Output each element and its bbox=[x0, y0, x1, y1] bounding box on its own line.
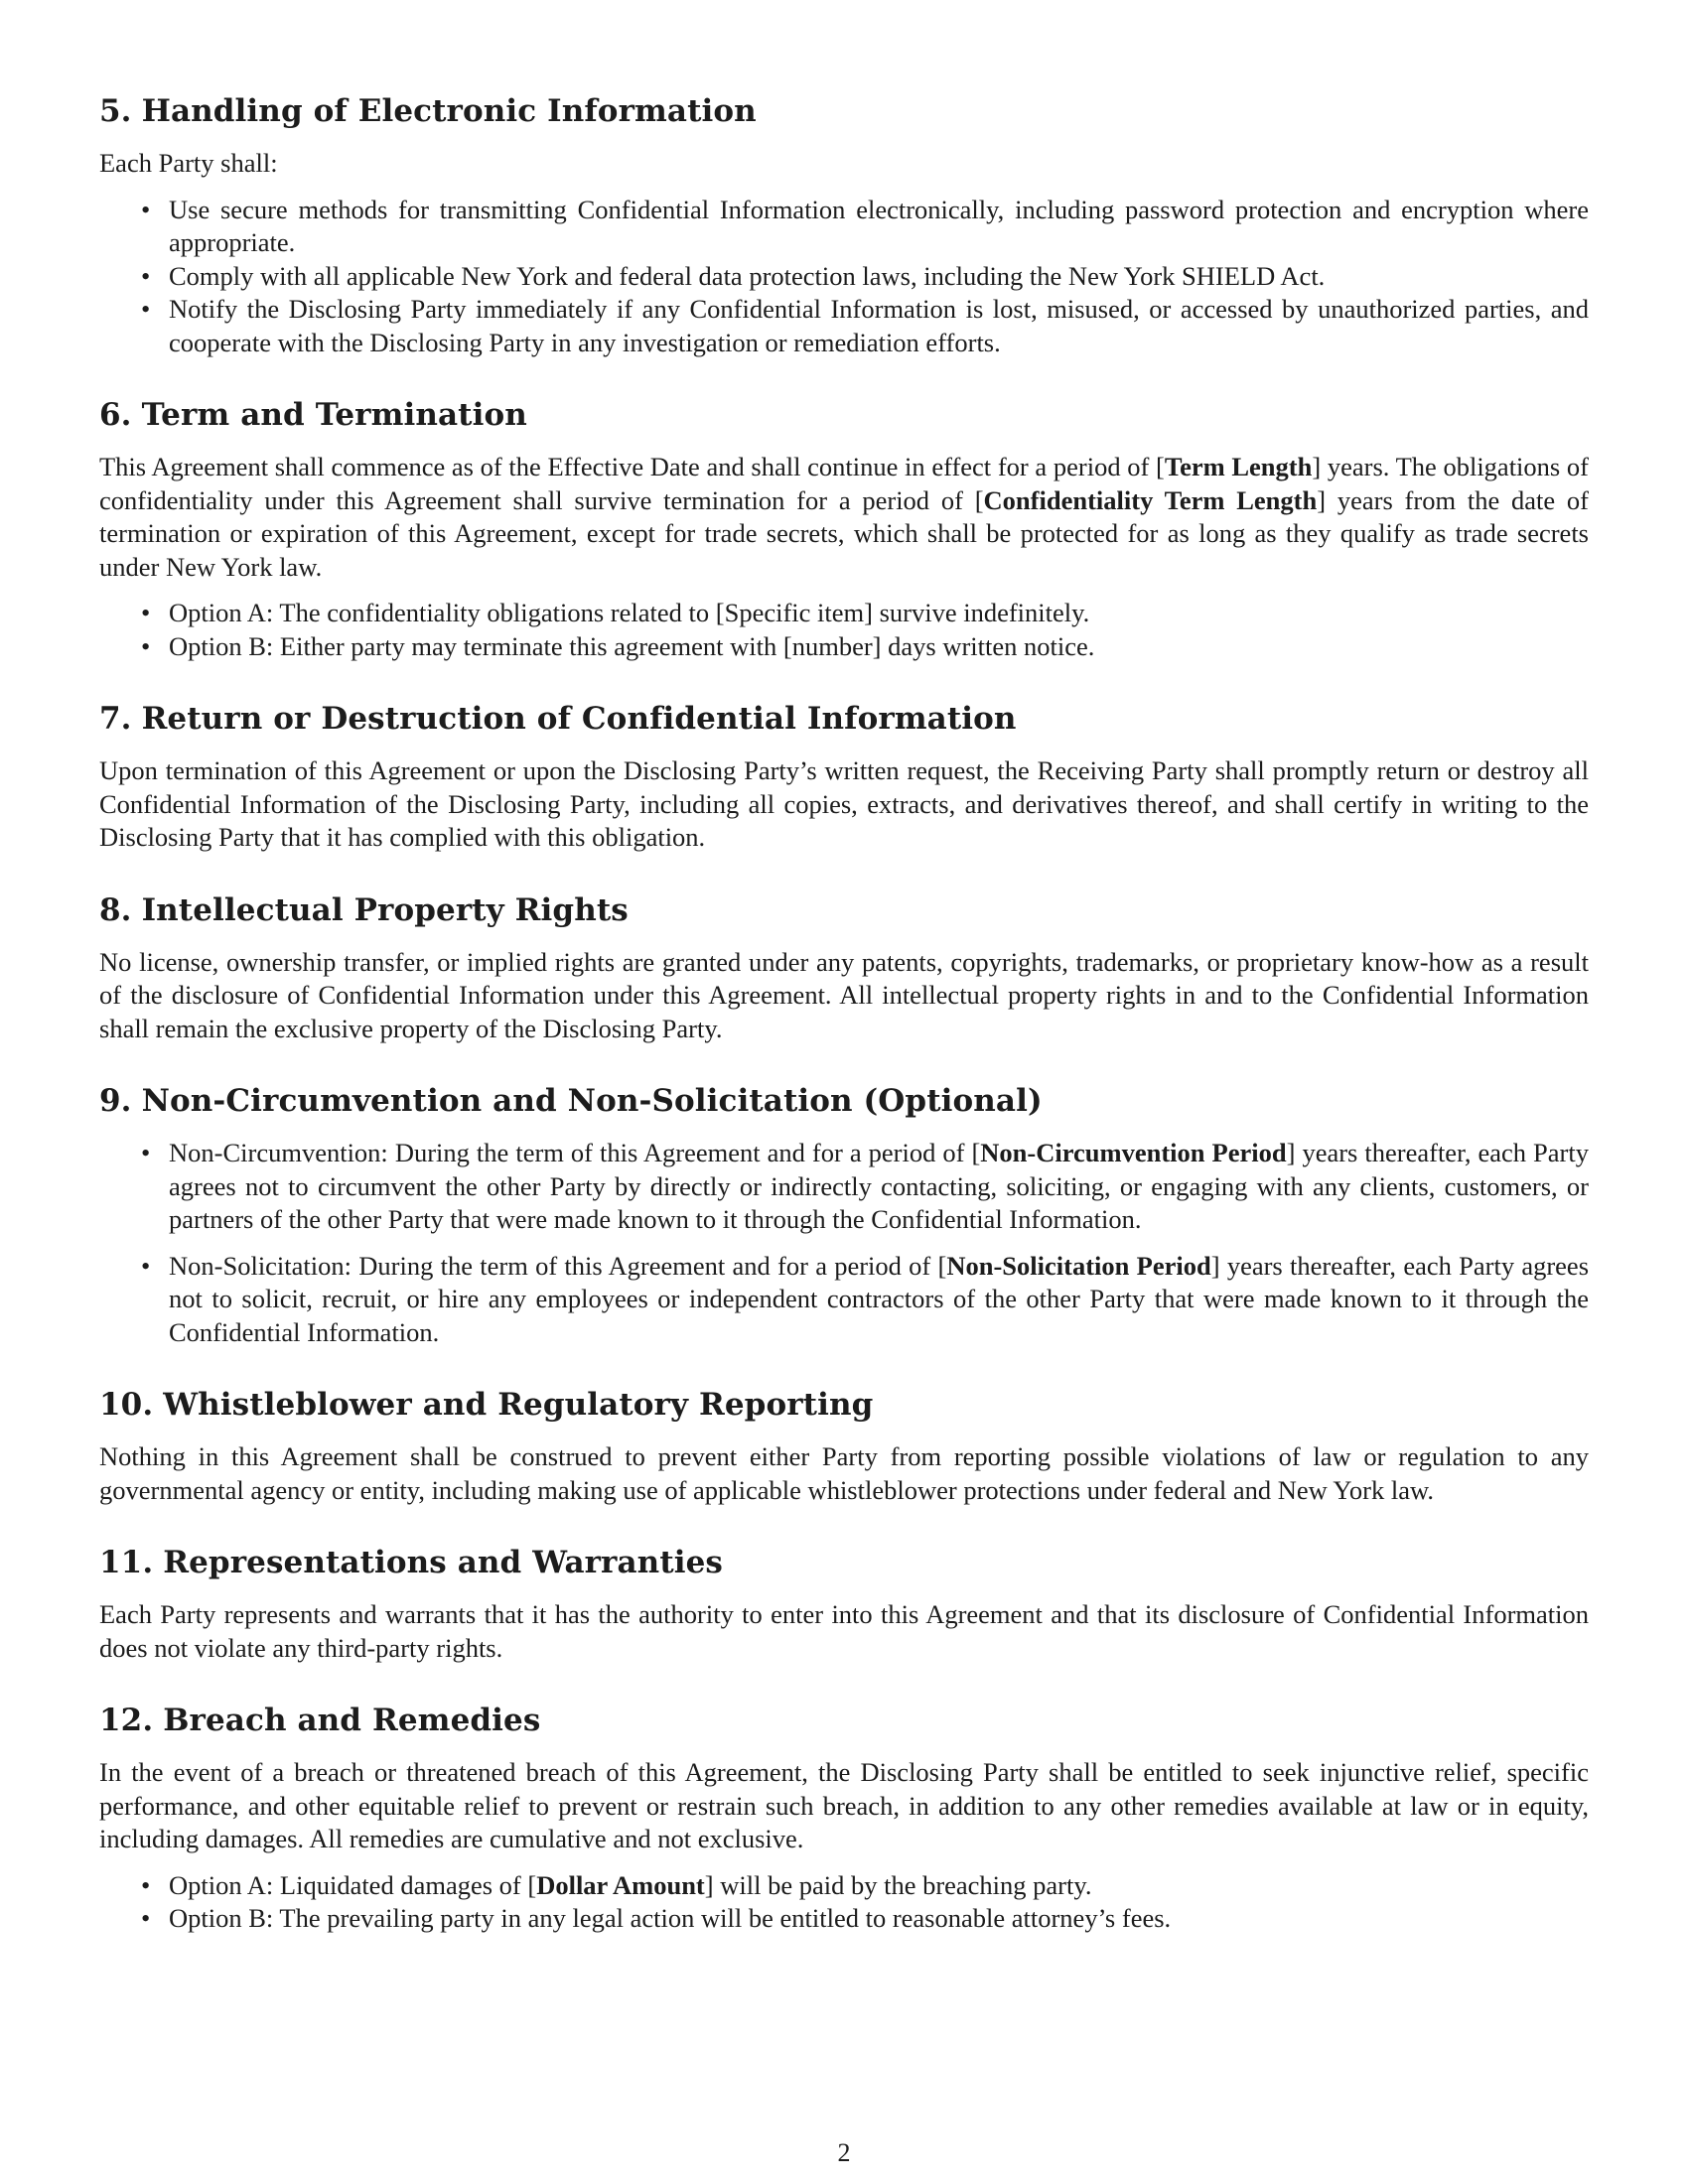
section-heading: 9. Non-Circumvention and Non-Solicitation (Optional) bbox=[99, 1083, 1043, 1119]
list-item: • Option A: The confidentiality obligations related to [Specific item] survive indefinitely. bbox=[99, 597, 1589, 630]
placeholder-non-solicitation-period: Non-Solicitation Period bbox=[946, 1250, 1211, 1281]
section-paragraph: Nothing in this Agreement shall be construed to prevent either Party from reporting possible violations of law or regulation to any governmental agency or entity, including making use of applicable whistleblower protections under federal and New York law. bbox=[99, 1441, 1589, 1505]
document-page bbox=[99, 91, 1589, 1972]
list-item: • Notify the Disclosing Party immediately if any Confidential Information is lost, misused, or accessed by unauthorized parties, and cooperate with the Disclosing Party in any investigation or remediation efforts. bbox=[99, 293, 1589, 359]
placeholder-non-circumvention-period: Non-Circumvention Period bbox=[980, 1138, 1287, 1167]
list-item: • Option B: The prevailing party in any legal action will be entitled to reasonable attorney’s fees. bbox=[99, 1902, 1589, 1936]
list-item: • Non-Solicitation: During the term of this Agreement and for a period of [Non-Solicitation Period] years thereafter, each Party agrees not to solicit, recruit, or hire any employees or independent contractors of the other Party that were made known to it through the Confidential Information. bbox=[99, 1250, 1589, 1350]
section-heading: 8. Intellectual Property Rights bbox=[99, 891, 629, 928]
section-paragraph: Each Party represents and warrants that it has the authority to enter into this Agreement and that its disclosure of Confidential Information does not violate any third-party rights. bbox=[99, 1599, 1589, 1663]
section-heading: 5. Handling of Electronic Information bbox=[99, 93, 757, 129]
bullet-list bbox=[99, 597, 1589, 663]
section-10 bbox=[99, 1385, 1589, 1507]
section-11 bbox=[99, 1543, 1589, 1665]
placeholder-term-length: Term Length bbox=[1164, 452, 1313, 481]
list-item: • Comply with all applicable New York and federal data protection laws, including the New York SHIELD Act. bbox=[99, 260, 1589, 294]
placeholder-dollar-amount: Dollar Amount bbox=[536, 1869, 705, 1900]
page-number: 2 bbox=[837, 2138, 851, 2167]
list-item: • Non-Circumvention: During the term of this Agreement and for a period of [Non-Circumvention Period] years thereafter, each Party agrees not to circumvent the other Party by directly or indirectly contacting, soliciting, or engaging with any clients, customers, or partners of the other Party that were made known to it through the Confidential Information. bbox=[99, 1137, 1589, 1237]
list-item: • Option A: Liquidated damages of [Dollar Amount] will be paid by the breaching party. bbox=[99, 1869, 1589, 1903]
section-9 bbox=[99, 1081, 1589, 1349]
section-heading: 6. Term and Termination bbox=[99, 397, 527, 433]
section-paragraph: In the event of a breach or threatened breach of this Agreement, the Disclosing Party shall be entitled to seek injunctive relief, specific performance, and other equitable relief to prevent or restrain such breach, in addition to any other remedies available at law or in equity, including damages. All remedies are cumulative and not exclusive. bbox=[99, 1757, 1589, 1853]
section-heading: 11. Representations and Warranties bbox=[99, 1545, 723, 1580]
section-7 bbox=[99, 699, 1589, 855]
section-paragraph: No license, ownership transfer, or implied rights are granted under any patents, copyrights, trademarks, or proprietary know-how as a result of the disclosure of Confidential Information under this Agreement. All intellectual property rights in and to the Confidential Information shall remain the exclusive property of the Disclosing Party. bbox=[99, 946, 1589, 1043]
section-6 bbox=[99, 395, 1589, 663]
section-paragraph: This Agreement shall commence as of the Effective Date and shall continue in effect for a period of [Term Length] years. The obligations of confidentiality under this Agreement shall survive termination for a period of [Confidentiality Term Length] years from the date of termination or expiration of this Agreement, except for trade secrets, which shall be protected for as long as they qualify as trade secrets under New York law. bbox=[99, 452, 1590, 582]
bullet-list bbox=[99, 1869, 1589, 1936]
section-12 bbox=[99, 1701, 1589, 1936]
section-paragraph: Upon termination of this Agreement or upon the Disclosing Party’s written request, the Receiving Party shall promptly return or destroy all Confidential Information of the Disclosing Party, including all copies, extracts, and derivatives thereof, and shall certify in writing to the Disclosing Party that it has complied with this obligation. bbox=[99, 755, 1589, 852]
section-5 bbox=[99, 91, 1589, 359]
list-item: • Option B: Either party may terminate this agreement with [number] days written notice. bbox=[99, 630, 1589, 664]
section-heading: 12. Breach and Remedies bbox=[99, 1703, 541, 1738]
bullet-list bbox=[99, 194, 1589, 360]
bullet-list bbox=[99, 1137, 1589, 1349]
section-paragraph: Each Party shall: bbox=[99, 148, 278, 178]
list-item: • Use secure methods for transmitting Confidential Information electronically, including password protection and encryption where appropriate. bbox=[99, 194, 1589, 260]
placeholder-confidentiality-term: Confidentiality Term Length bbox=[983, 484, 1318, 515]
section-8 bbox=[99, 890, 1589, 1046]
section-heading: 10. Whistleblower and Regulatory Reporting bbox=[99, 1387, 874, 1423]
section-heading: 7. Return or Destruction of Confidential Information bbox=[99, 701, 1017, 737]
